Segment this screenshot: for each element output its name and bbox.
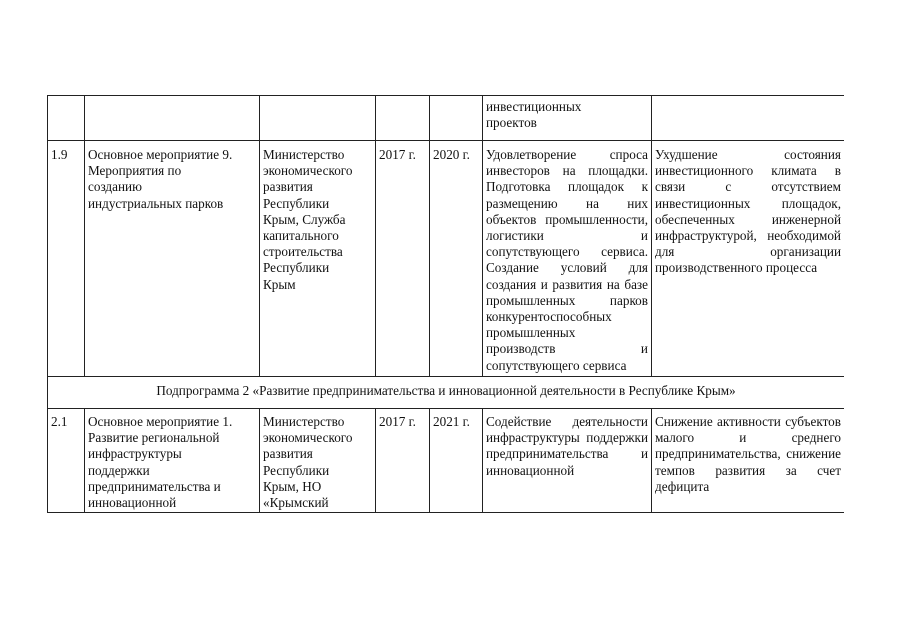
row-number-cell: 2.1	[48, 409, 85, 513]
row-number-cell: 1.9	[48, 141, 85, 377]
consequence-cell: Снижение активности субъектов малого и среднего предпринимательства, снижение темпов развития за счет дефицита	[652, 409, 845, 513]
row-number-cell	[48, 96, 85, 141]
executor-cell: Министерство экономического развития Республики Крым, Служба капитального строительства Республики Крым	[260, 141, 376, 377]
subprogram-row	[48, 376, 845, 408]
start-year-cell: 2017 г.	[376, 141, 430, 377]
program-table	[47, 95, 844, 513]
subprogram-title: Подпрограмма 2 «Развитие предпринимательства и инновационной деятельности в Республике Крым»	[48, 376, 845, 408]
expected-result-cell: инвестиционных проектов	[483, 96, 652, 141]
document-page	[47, 95, 844, 570]
end-year-cell: 2020 г.	[430, 141, 483, 377]
consequence-cell	[652, 96, 845, 141]
table-row	[48, 96, 845, 141]
start-year-cell: 2017 г.	[376, 409, 430, 513]
end-year-cell	[430, 96, 483, 141]
activity-name-cell	[85, 96, 260, 141]
table-row	[48, 141, 845, 377]
consequence-cell: Ухудшение состояния инвестиционного климата в связи с отсутствием инвестиционных площадок, обеспеченных инженерной инфраструктурой, необходимой для организации производственного процесса	[652, 141, 845, 377]
start-year-cell	[376, 96, 430, 141]
expected-result-cell: Содействие деятельности инфраструктуры поддержки предпринимательства и инновационной	[483, 409, 652, 513]
executor-cell: Министерство экономического развития Республики Крым, НО «Крымский	[260, 409, 376, 513]
table-row	[48, 409, 845, 513]
executor-cell	[260, 96, 376, 141]
expected-result-cell: Удовлетворение спроса инвесторов на площадки. Подготовка площадок к размещению на них объектов промышленности, логистики и сопутствующего сервиса. Создание условий для создания и развития на базе промышленных парков конкурентоспособных промышленных производств и сопутствующего сервиса	[483, 141, 652, 377]
activity-name-cell: Основное мероприятие 9. Мероприятия по созданию индустриальных парков	[85, 141, 260, 377]
activity-name-cell: Основное мероприятие 1. Развитие региональной инфраструктуры поддержки предпринимательства и инновационной	[85, 409, 260, 513]
end-year-cell: 2021 г.	[430, 409, 483, 513]
